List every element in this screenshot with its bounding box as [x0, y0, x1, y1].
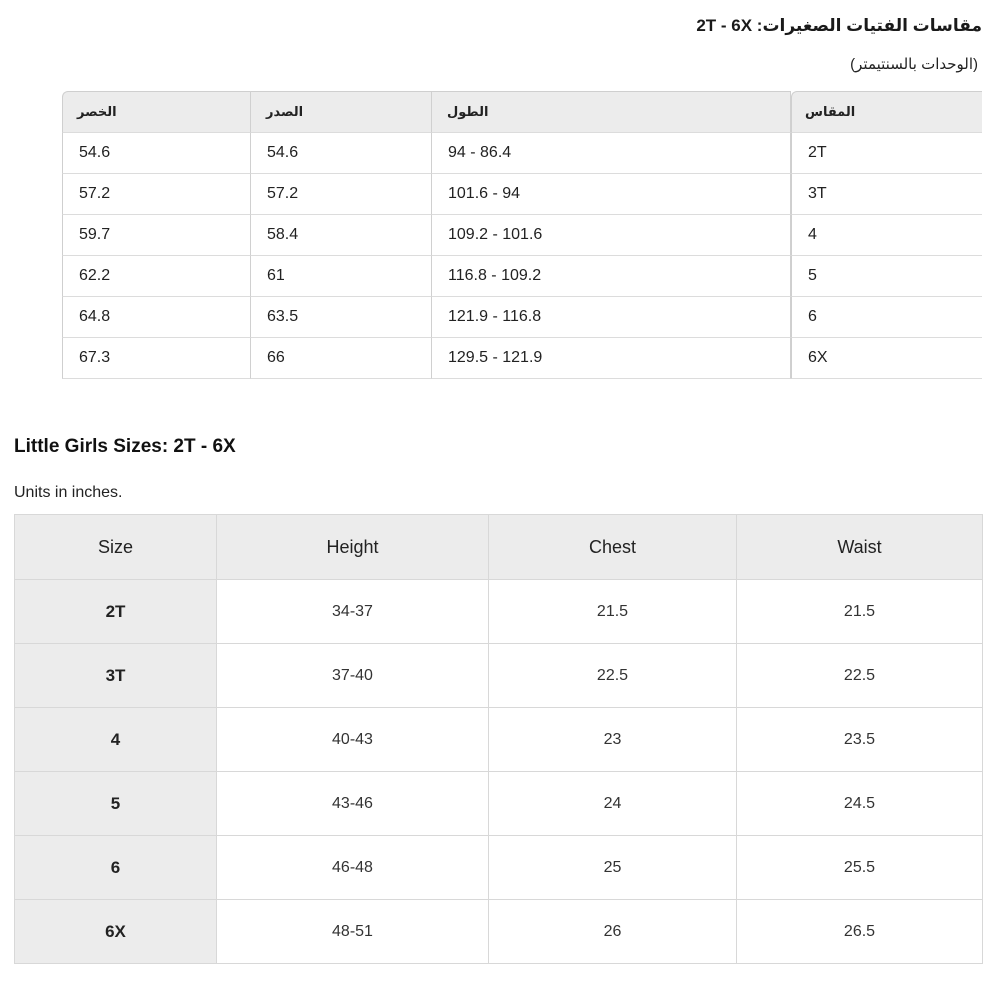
- english-units-note: Units in inches.: [14, 484, 123, 501]
- cell-height: 116.8 - 109.2: [432, 256, 791, 297]
- cell-height: 40-43: [217, 708, 489, 772]
- arabic-size-chart-title: مقاسات الفتيات الصغيرات: 2T - 6X: [696, 16, 982, 35]
- table-row: [15, 644, 983, 708]
- header-waist: Waist: [737, 515, 983, 580]
- cell-height: 129.5 - 121.9: [432, 338, 791, 379]
- english-size-table-inches: [14, 514, 983, 964]
- cell-height: 37-40: [217, 644, 489, 708]
- cell-size: 6X: [791, 338, 982, 379]
- cell-height: 46-48: [217, 836, 489, 900]
- arabic-units-note: (الوحدات بالسنتيمتر): [850, 56, 978, 73]
- header-size: Size: [15, 515, 217, 580]
- cell-size: 4: [15, 708, 217, 772]
- cell-size: 2T: [791, 133, 982, 174]
- table-row: [62, 297, 982, 338]
- table-row: [15, 772, 983, 836]
- header-size: المقاس: [791, 91, 982, 133]
- cell-height: 43-46: [217, 772, 489, 836]
- cell-size: 6X: [15, 900, 217, 964]
- cell-chest: 24: [489, 772, 737, 836]
- cell-height: 34-37: [217, 580, 489, 644]
- cell-waist: 21.5: [737, 580, 983, 644]
- cell-chest: 22.5: [489, 644, 737, 708]
- cell-chest: 25: [489, 836, 737, 900]
- cell-waist: 67.3: [62, 338, 251, 379]
- table-header-row: [62, 91, 982, 133]
- cell-height: 48-51: [217, 900, 489, 964]
- cell-chest: 58.4: [251, 215, 432, 256]
- table-row: [15, 580, 983, 644]
- table-header-row: [15, 515, 983, 580]
- cell-waist: 64.8: [62, 297, 251, 338]
- cell-waist: 23.5: [737, 708, 983, 772]
- table-row: [62, 215, 982, 256]
- header-height: Height: [217, 515, 489, 580]
- cell-chest: 23: [489, 708, 737, 772]
- cell-height: 101.6 - 94: [432, 174, 791, 215]
- cell-waist: 62.2: [62, 256, 251, 297]
- cell-waist: 24.5: [737, 772, 983, 836]
- table-row: [15, 900, 983, 964]
- cell-chest: 21.5: [489, 580, 737, 644]
- cell-waist: 26.5: [737, 900, 983, 964]
- cell-chest: 63.5: [251, 297, 432, 338]
- header-height: الطول: [432, 91, 791, 133]
- cell-size: 3T: [15, 644, 217, 708]
- cell-waist: 25.5: [737, 836, 983, 900]
- cell-size: 4: [791, 215, 982, 256]
- cell-height: 121.9 - 116.8: [432, 297, 791, 338]
- table-row: [62, 338, 982, 379]
- cell-size: 5: [15, 772, 217, 836]
- table-row: [15, 708, 983, 772]
- cell-chest: 61: [251, 256, 432, 297]
- cell-waist: 57.2: [62, 174, 251, 215]
- cell-size: 5: [791, 256, 982, 297]
- cell-height: 94 - 86.4: [432, 133, 791, 174]
- cell-chest: 26: [489, 900, 737, 964]
- arabic-size-table-cm: [62, 91, 982, 379]
- cell-size: 3T: [791, 174, 982, 215]
- cell-chest: 57.2: [251, 174, 432, 215]
- cell-size: 6: [791, 297, 982, 338]
- cell-size: 2T: [15, 580, 217, 644]
- header-waist: الخصر: [62, 91, 251, 133]
- table-row: [62, 256, 982, 297]
- table-row: [62, 174, 982, 215]
- english-size-chart-title: Little Girls Sizes: 2T - 6X: [14, 436, 236, 457]
- table-row: [62, 133, 982, 174]
- cell-height: 109.2 - 101.6: [432, 215, 791, 256]
- table-row: [15, 836, 983, 900]
- cell-waist: 22.5: [737, 644, 983, 708]
- cell-chest: 66: [251, 338, 432, 379]
- cell-chest: 54.6: [251, 133, 432, 174]
- cell-waist: 59.7: [62, 215, 251, 256]
- cell-waist: 54.6: [62, 133, 251, 174]
- cell-size: 6: [15, 836, 217, 900]
- header-chest: الصدر: [251, 91, 432, 133]
- header-chest: Chest: [489, 515, 737, 580]
